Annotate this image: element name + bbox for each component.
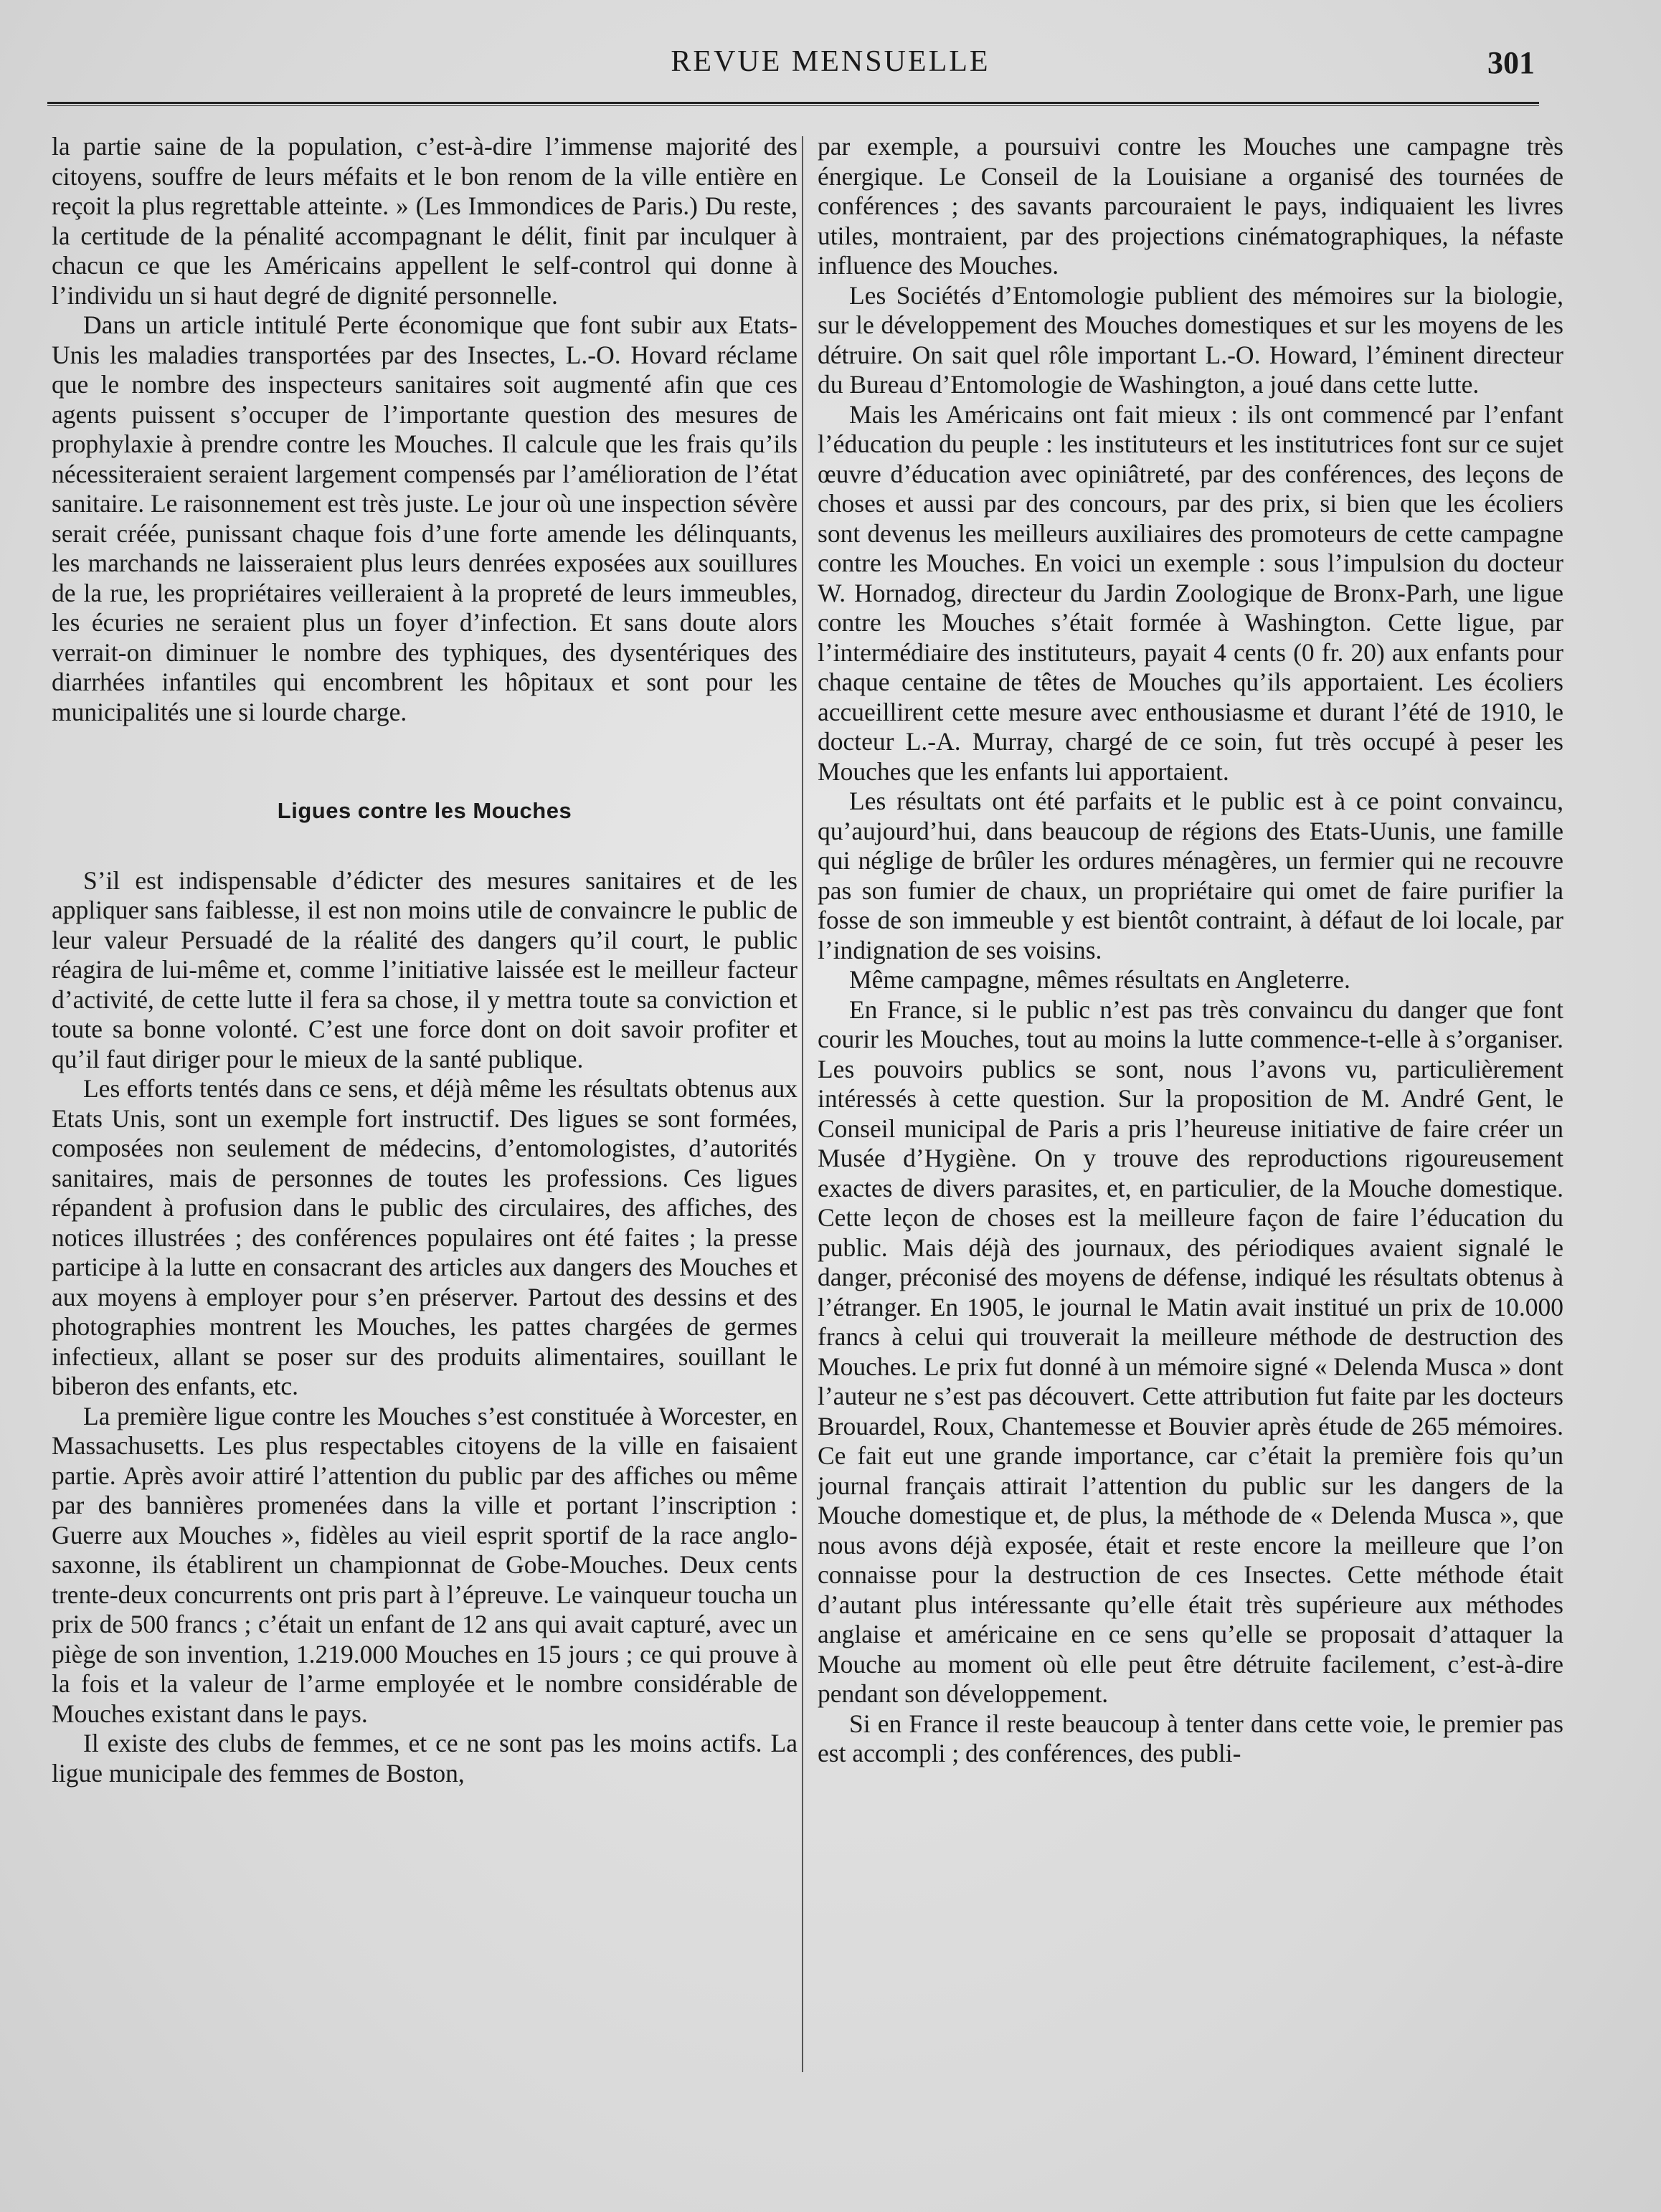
page-number: 301: [1487, 45, 1535, 80]
paragraph: Même campagne, mêmes résultats en Angleterre.: [849, 965, 1350, 994]
paragraph: S’il est indispensable d’édicter des mesures sanitaires et de les appliquer sans faiblesse, il est non moins utile de convaincre le public de leur valeur Persuadé de la réalité des dangers qu’il court, le public réagira de lui-même et, comme l’initiative laissée est le meilleur facteur d’activité, de cette lutte il fera sa chose, il y mettra toute sa conviction et toute sa bonne volonté. C’est une force dont on doit savoir profiter et qu’il faut diriger pour le mieux de la santé publique.: [52, 865, 798, 1073]
paragraph: Mais les Américains ont fait mieux : ils ont commencé par l’enfant l’éducation du peuple : les instituteurs et les institutrices font sur ce sujet œuvre d’éducation avec opiniâtreté, par des conférences, des leçons de choses et aussi par des concours, par des prix, si bien que les écoliers sont devenus les meilleurs auxiliaires des promoteurs de cette campagne contre les Mouches. En voici un exemple : sous l’impulsion du docteur W. Hornadog, directeur du Jardin Zoologique de Bronx-Parh, une ligue contre les Mouches s’était formée à Washington. Cette ligue, par l’intermédiaire des instituteurs, payait 4 cents (0 fr. 20) aux enfants pour chaque centaine de têtes de Mouches qu’ils apportaient. Les écoliers accueillirent cette mesure avec enthousiasme et durant l’été de 1910, le docteur L.-A. Murray, chargé de ce soin, fut très occupé à peser les Mouches que les enfants lui apportaient.: [818, 399, 1563, 786]
paragraph: par exemple, a poursuivi contre les Mouches une campagne très énergique. Le Conseil de la Louisiane a organisé des tournées de conférences ; des savants parcouraient le pays, indiquaient les livres utiles, montraient, par des projections cinématographiques, la néfaste influence des Mouches.: [818, 132, 1563, 280]
paragraph: la partie saine de la population, c’est-à-dire l’immense majorité des citoyens, souffre de leurs méfaits et le bon renom de la ville entière en reçoit la plus regrettable atteinte. » (Les Immondices de Paris.) Du reste, la certitude de la pénalité accompagnant le délit, finit par inculquer à chacun ce que les Américains appellent le self-control qui donne à l’individu un si haut degré de dignité personnelle.: [52, 132, 798, 310]
left-column: [52, 132, 798, 1788]
paragraph: Il existe des clubs de femmes, et ce ne sont pas les moins actifs. La ligue municipale des femmes de Boston,: [52, 1729, 798, 1788]
running-head: [0, 44, 1661, 87]
paragraph: Si en France il reste beaucoup à tenter dans cette voie, le premier pas est accompli ; des conférences, des publi-: [818, 1709, 1563, 1767]
running-title: REVUE MENSUELLE: [671, 45, 990, 78]
right-column: [818, 132, 1563, 1769]
paragraph: Les efforts tentés dans ce sens, et déjà même les résultats obtenus aux Etats Unis, sont un exemple fort instructif. Des ligues se sont formées, composées non seulement de médecins, d’entomologistes, d’autorités sanitaires, mais de personnes de toutes les professions. Ces ligues répandent à profusion dans le public des circulaires, des affiches, des notices illustrées ; des conférences populaires ont été faites ; la presse participe à la lutte en consacrant des articles aux dangers des Mouches et aux moyens à employer pour s’en préserver. Partout des dessins et des photographies montrent les Mouches, les pattes chargées de germes infectieux, allant se poser sur des produits alimentaires, souillant le biberon des enfants, etc.: [52, 1074, 798, 1400]
paragraph: En France, si le public n’est pas très convaincu du danger que font courir les Mouches, tout au moins la lutte commence-t-elle à s’organiser. Les pouvoirs publics se sont, nous l’avons vu, particulièrement intéressés à cette question. Sur la proposition de M. André Gent, le Conseil municipal de Paris a pris l’heureuse initiative de faire créer un Musée d’Hygiène. On y trouve des reproductions rigoureusement exactes de divers parasites, et, en particulier, de la Mouche domestique. Cette leçon de choses est la meilleure façon de faire l’éducation du public. Mais déjà des journaux, des périodiques avaient signalé le danger, préconisé des moyens de défense, indiqué les résultats obtenus à l’étranger. En 1905, le journal le Matin avait institué un prix de 10.000 francs à celui qui trouverait la meilleure méthode de destruction des Mouches. Le prix fut donné à un mémoire signé « Delenda Musca » dont l’auteur ne s’est pas découvert. Cette attribution fut faite par les docteurs Brouardel, Roux, Chantemesse et Bouvier après étude de 265 mémoires. Ce fait eut une grande importance, car c’était la première fois qu’un journal français attirait l’attention du public sur les dangers de la Mouche domestique et, de plus, la méthode de « Delenda Musca », que nous avons déjà exposée, était et reste encore la meilleure que l’on connaisse pour la destruction de ces Insectes. Cette méthode était d’autant plus intéressante qu’elle était très supérieure aux méthodes anglaise et américaine en ce sens qu’elle se proposait d’attaquer la Mouche au moment où elle peut être détruite facilement, c’est-à-dire pendant son développement.: [818, 995, 1563, 1708]
section-heading: Ligues contre les Mouches: [277, 798, 572, 823]
paragraph: La première ligue contre les Mouches s’est constituée à Worcester, en Massachusetts. Les plus respectables citoyens de la ville en faisaient partie. Après avoir attiré l’attention du public par des affiches ou même par des bannières promenées dans la ville et portant l’inscription : Guerre aux Mouches », fidèles au vieil esprit sportif de la race anglo-saxonne, ils établirent un championnat de Gobe-Mouches. Deux cents trente-deux concurrents ont pris part à l’épreuve. Le vainqueur toucha un prix de 500 francs ; c’était un enfant de 12 ans qui avait capturé, avec un piège de son invention, 1.219.000 Mouches en 15 jours ; ce qui prouve à la fois et la valeur de l’arme employée et le nombre considérable de Mouches existant dans le pays.: [52, 1401, 798, 1728]
paragraph: Les Sociétés d’Entomologie publient des mémoires sur la biologie, sur le développement des Mouches domestiques et sur les moyens de les détruire. On sait quel rôle important L.-O. Howard, l’éminent directeur du Bureau d’Entomologie de Washington, a joué dans cette lutte.: [818, 280, 1563, 399]
column-divider: [802, 136, 803, 2072]
paragraph: Les résultats ont été parfaits et le public est à ce point convaincu, qu’aujourd’hui, dans beaucoup de régions des Etats-Uunis, une famille qui néglige de brûler les ordures ménagères, un fermier qui ne recouvre pas son fumier de chaux, un propriétaire qui omet de faire purifier la fosse de son immeuble y est bientôt contraint, à défaut de loi locale, par l’indignation de ses voisins.: [818, 787, 1563, 964]
header-rule: [47, 102, 1539, 106]
paragraph: Dans un article intitulé Perte économique que font subir aux Etats-Unis les maladies transportées par des Insectes, L.-O. Hovard réclame que le nombre des inspecteurs sanitaires soit augmenté afin que ces agents puissent s’occuper de l’importante question des mesures de prophylaxie à prendre contre les Mouches. Il calcule que les frais qu’ils nécessiteraient seraient largement compensés par l’amélioration de l’état sanitaire. Le raisonnement est très juste. Le jour où une inspection sévère serait créée, punissant chaque fois d’une forte amende les délinquants, les marchands ne laisseraient plus leurs denrées exposées aux souillures de la rue, les propriétaires veilleraient à la propreté de leurs immeubles, les écuries ne seraient plus un foyer d’infection. Et sans doute alors verrait-on diminuer le nombre des typhiques, des dysentériques des diarrhées infantiles qui encombrent les hôpitaux et sont pour les municipalités une si lourde charge.: [52, 310, 798, 726]
